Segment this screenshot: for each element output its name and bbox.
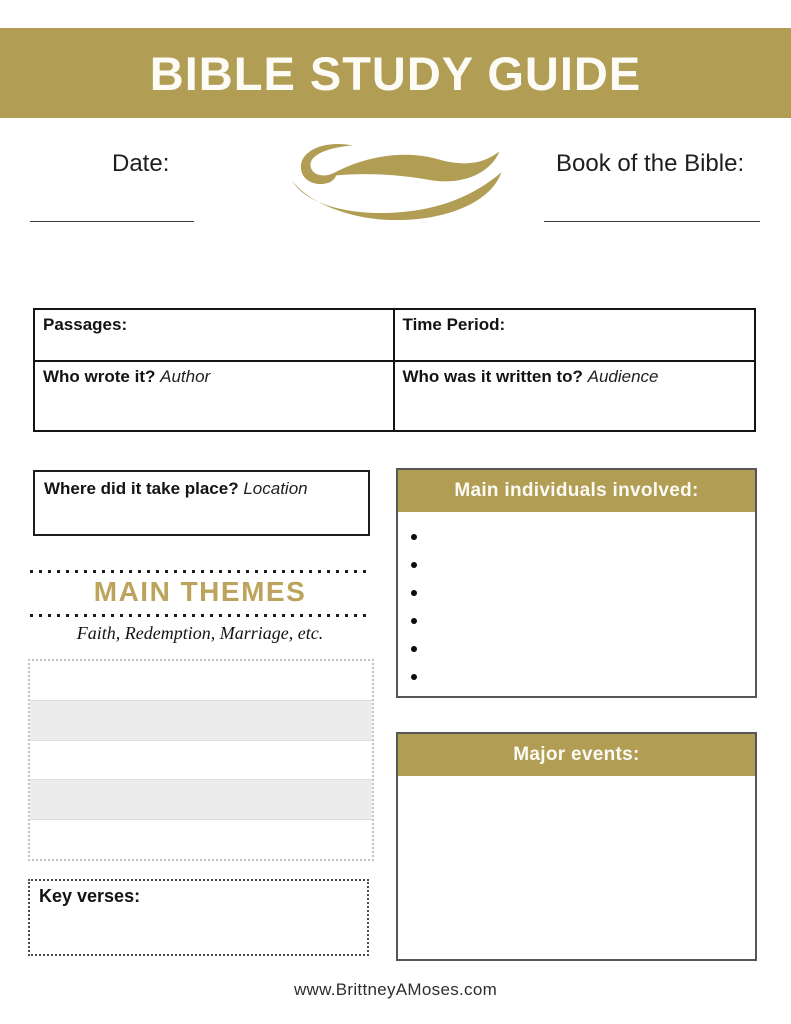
swoosh-flourish-icon xyxy=(283,136,508,220)
bullet-item[interactable] xyxy=(398,551,755,579)
audience-question: Who was it written to? xyxy=(402,367,583,386)
bullet-item[interactable] xyxy=(398,579,755,607)
passages-label: Passages: xyxy=(43,315,128,334)
author-hint: Author xyxy=(160,367,211,386)
bullet-dot-icon xyxy=(411,534,417,540)
location-hint: Location xyxy=(243,479,308,498)
individuals-list xyxy=(398,512,755,691)
theme-row[interactable] xyxy=(30,779,372,820)
dotted-divider xyxy=(30,614,370,617)
individuals-box xyxy=(396,468,757,698)
theme-row[interactable] xyxy=(30,700,372,741)
time-period-label: Time Period: xyxy=(402,315,506,334)
bullet-item[interactable] xyxy=(398,607,755,635)
footer-url[interactable]: www.BrittneyAMoses.com xyxy=(293,980,498,999)
bullet-dot-icon xyxy=(411,562,417,568)
location-box[interactable] xyxy=(33,470,370,536)
key-verses-box[interactable] xyxy=(28,879,369,956)
audience-hint: Audience xyxy=(587,367,659,386)
page-title: BIBLE STUDY GUIDE xyxy=(149,46,642,100)
date-fill-line[interactable] xyxy=(30,221,194,222)
audience-cell[interactable] xyxy=(395,362,755,430)
author-question: Who wrote it? xyxy=(43,367,156,386)
location-question: Where did it take place? xyxy=(44,479,239,498)
bullet-item[interactable] xyxy=(398,663,755,691)
header-band xyxy=(0,28,791,118)
themes-examples: Faith, Redemption, Marriage, etc. xyxy=(76,623,324,643)
main-themes-title: MAIN THEMES xyxy=(93,576,307,607)
book-fill-line[interactable] xyxy=(544,221,760,222)
info-table xyxy=(33,308,756,432)
bullet-item[interactable] xyxy=(398,523,755,551)
author-cell[interactable] xyxy=(35,362,395,430)
individuals-header: Main individuals involved: xyxy=(398,470,755,512)
bullet-dot-icon xyxy=(411,618,417,624)
book-of-bible-label: Book of the Bible: xyxy=(556,150,745,177)
bullet-item[interactable] xyxy=(398,635,755,663)
key-verses-label: Key verses: xyxy=(39,886,141,906)
bullet-dot-icon xyxy=(411,674,417,680)
bullet-dot-icon xyxy=(411,646,417,652)
theme-row[interactable] xyxy=(30,820,372,859)
dotted-divider xyxy=(30,570,370,573)
major-events-header: Major events: xyxy=(398,734,755,776)
themes-table xyxy=(28,659,374,861)
major-events-box xyxy=(396,732,757,961)
theme-row[interactable] xyxy=(30,661,372,700)
bullet-dot-icon xyxy=(411,590,417,596)
passages-cell[interactable] xyxy=(35,310,395,362)
theme-row[interactable] xyxy=(30,741,372,780)
major-events-body[interactable] xyxy=(398,776,755,961)
time-period-cell[interactable] xyxy=(395,310,755,362)
date-label: Date: xyxy=(112,150,170,177)
